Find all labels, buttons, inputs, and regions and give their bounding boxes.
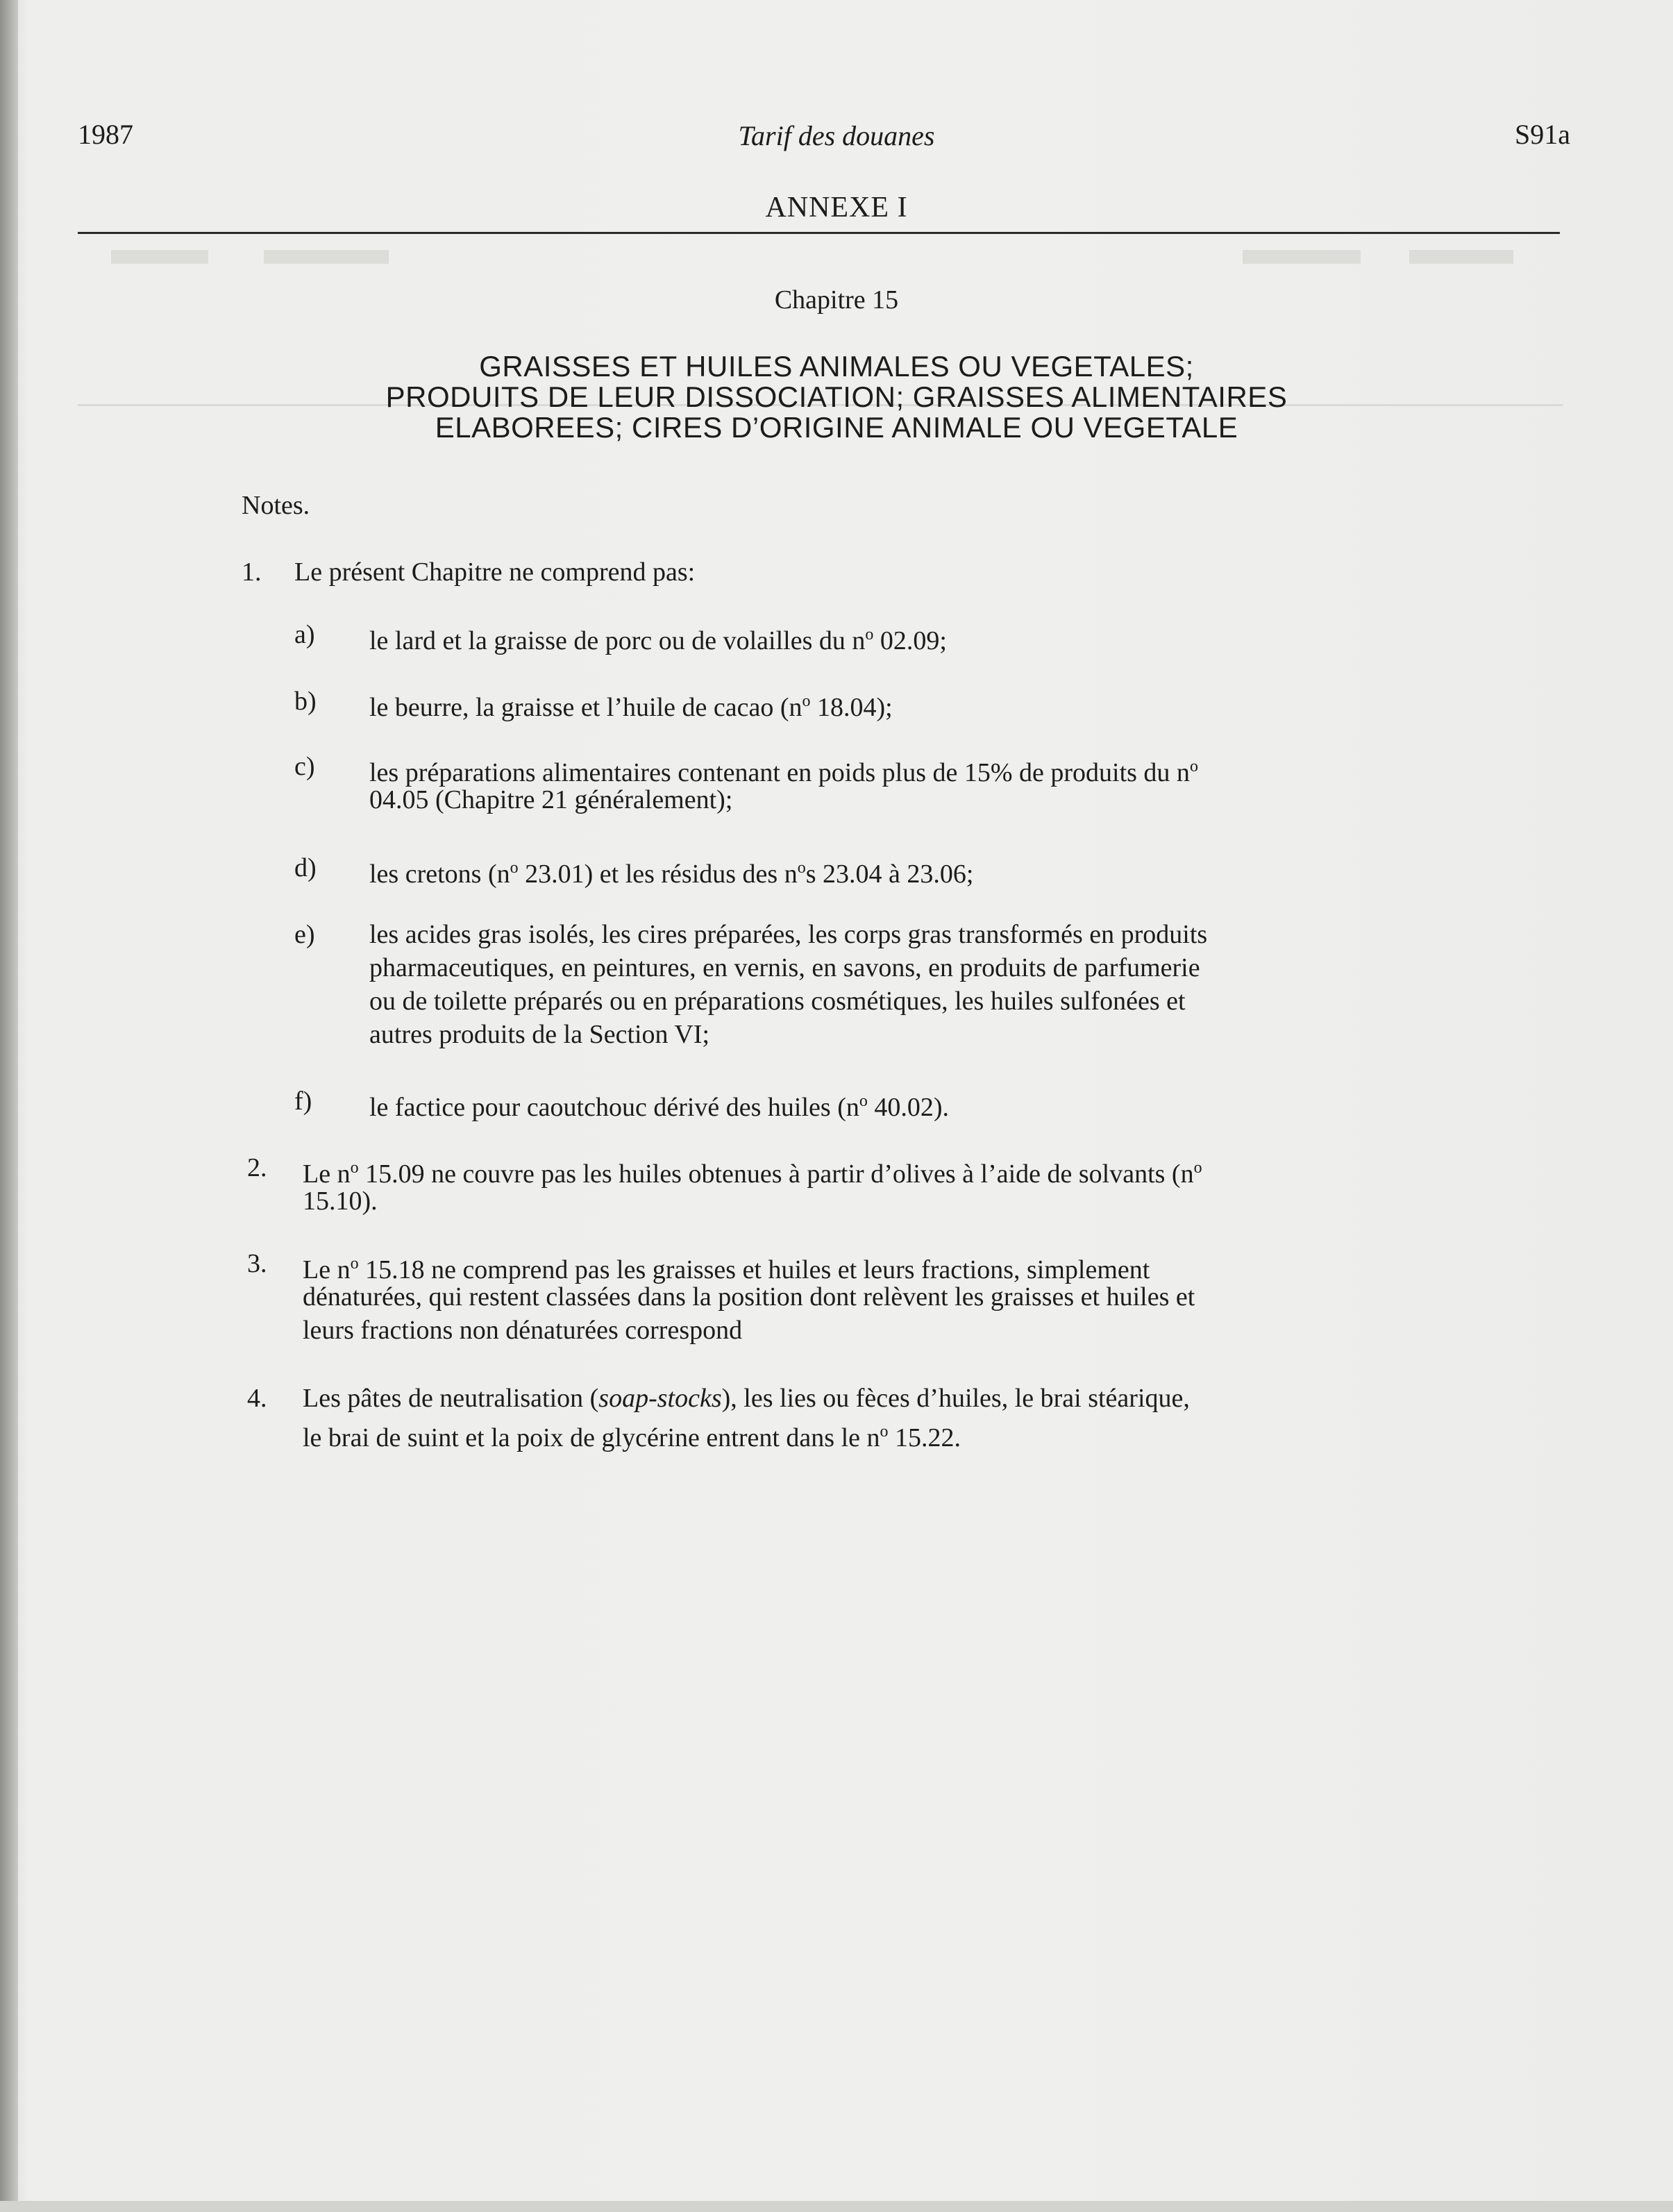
note-text-continued: leurs fractions non dénaturées correspond (303, 1316, 743, 1345)
item-text: les acides gras isolés, les cires préparées, les corps gras transformés en produits (369, 920, 1208, 949)
note-number: 4. (247, 1384, 267, 1413)
item-label: b) (294, 687, 317, 716)
item-text: les préparations alimentaires contenant en poids plus de 15% de produits du $n^o$ (369, 757, 1198, 787)
chapter-title (0, 351, 1673, 443)
item-text: les cretons ($n^o$ 23.01) et les résidus des $n^os$ 23.04 à 23.06; (369, 859, 974, 889)
header-divider (78, 232, 1560, 234)
header-title: Tarif des douanes (738, 120, 935, 151)
bleed-through-mark (1409, 250, 1513, 264)
note-text-continued: dénaturées, qui restent classées dans la position dont relèvent les graisses et huiles et (303, 1282, 1195, 1312)
bleed-through-mark (111, 250, 208, 264)
item-text-continued: ou de toilette préparés ou en préparations cosmétiques, les huiles sulfonées et (369, 987, 1186, 1016)
bleed-through-mark (264, 250, 389, 264)
chapter-label: Chapitre 15 (774, 285, 899, 315)
header-year: 1987 (78, 119, 133, 150)
item-label: a) (294, 620, 315, 649)
annexe-heading: ANNEXE I (765, 192, 908, 224)
note-text-continued: 15.10). (303, 1187, 378, 1216)
item-text-continued: 04.05 (Chapitre 21 généralement); (369, 785, 733, 814)
item-text-continued: pharmaceutiques, en peintures, en vernis, en savons, en produits de parfumerie (369, 953, 1200, 982)
item-text: le beurre, la graisse et l’huile de cacao ($n^o$ 18.04); (369, 692, 893, 722)
chapter-title-line: GRAISSES ET HUILES ANIMALES OU VEGETALES; (479, 350, 1194, 383)
note-number: 2. (247, 1153, 267, 1182)
item-text: le lard et la graisse de porc ou de volailles du $n^o$ 02.09; (369, 626, 947, 655)
item-label: d) (294, 853, 317, 882)
chapter-title-line: ELABOREES; CIRES D’ORIGINE ANIMALE OU VEGETALE (435, 411, 1238, 444)
note-text-continued: le brai de suint et la poix de glycérine entrent dans le $n^o$ 15.22. (303, 1423, 961, 1452)
note-text: Le présent Chapitre ne comprend pas: (294, 558, 696, 587)
note-number: 1. (242, 558, 262, 587)
notes-label: Notes. (242, 491, 310, 520)
note-number: 3. (247, 1249, 267, 1278)
bleed-through-mark (1243, 250, 1361, 264)
item-text-continued: autres produits de la Section VI; (369, 1020, 710, 1049)
item-label: c) (294, 752, 315, 781)
item-text: le factice pour caoutchouc dérivé des huiles ($n^o$ 40.02). (369, 1092, 950, 1122)
item-label: f) (294, 1087, 312, 1116)
note-text: Le $n^o$ 15.09 ne couvre pas les huiles obtenues à partir d’olives à l’aide de solvants ($n^o$ (303, 1159, 1202, 1189)
chapter-title-line: PRODUITS DE LEUR DISSOCIATION; GRAISSES ALIMENTAIRES (385, 380, 1288, 413)
header-page-code: S91a (1515, 119, 1570, 150)
book-spine-shadow (0, 0, 18, 2212)
page-bottom-edge (0, 2201, 1673, 2212)
item-label: e) (294, 920, 315, 949)
note-text: Le $n^o$ 15.18 ne comprend pas les graisses et huiles et leurs fractions, simplement (303, 1255, 1150, 1284)
note-text: Les pâtes de neutralisation (soap-stocks), les lies ou fèces d’huiles, le brai stéarique, (303, 1384, 1190, 1413)
